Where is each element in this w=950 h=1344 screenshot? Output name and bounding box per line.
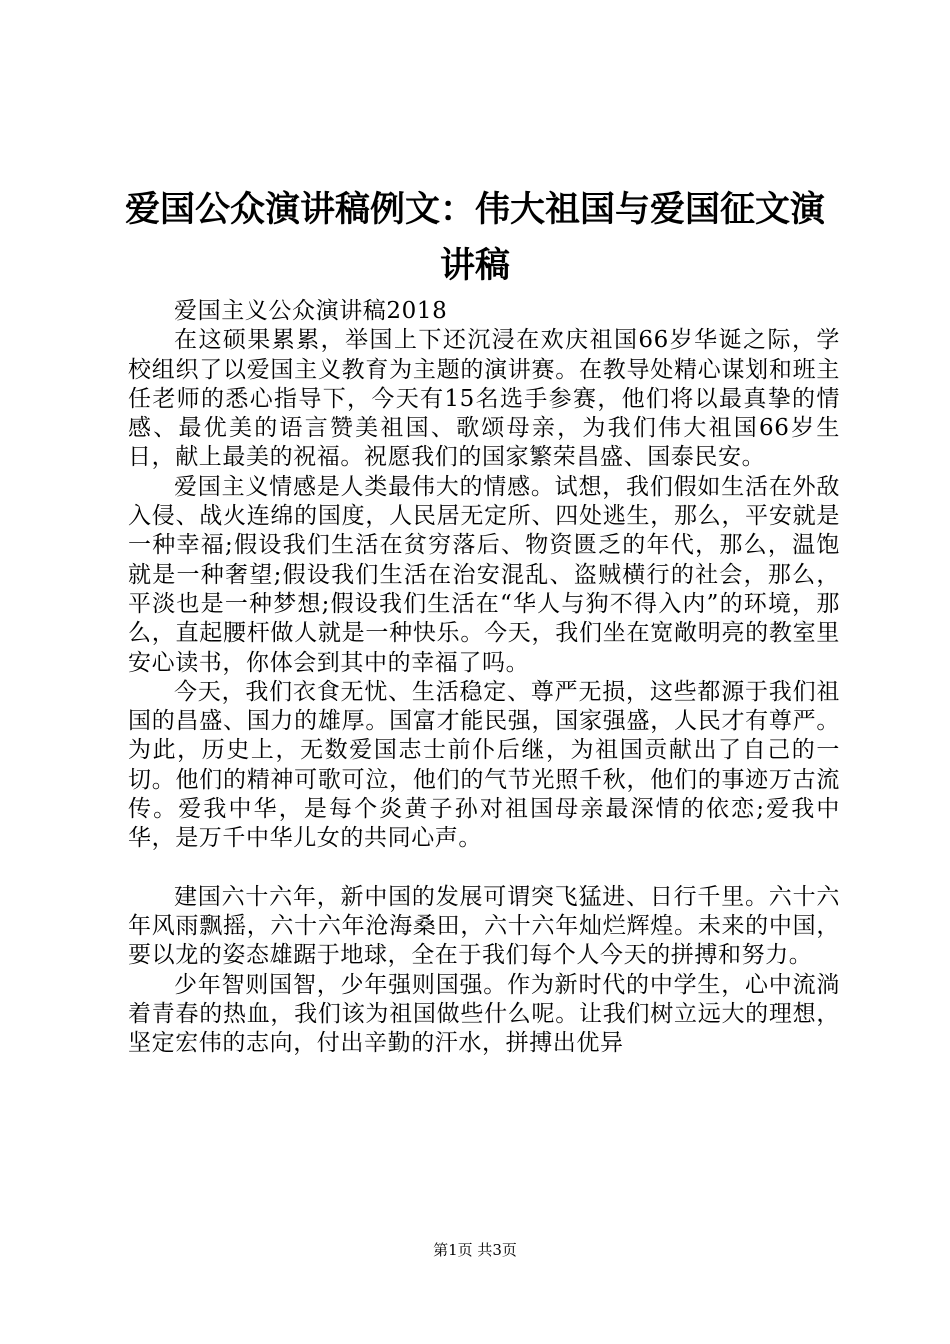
paragraph: 在这硕果累累，举国上下还沉浸在欢庆祖国66岁华诞之际，学校组织了以爱国主义教育为主题的演讲赛。在教导处精心谋划和班主任老师的悉心指导下，今天有15名选手参赛，他们将以最真挚的情感、最优美的语言赞美祖国、歌颂母亲，为我们伟大祖国66岁生日，献上最美的祝福。祝愿我们的国家繁荣昌盛、国泰民安。 <box>128 327 840 471</box>
paragraph: 爱国主义情感是人类最伟大的情感。试想，我们假如生活在外敌入侵、战火连绵的国度，人民居无定所、四处逃生，那么，平安就是一种幸福;假设我们生活在贫穷落后、物资匮乏的年代，那么，温饱就是一种奢望;假设我们生活在治安混乱、盗贼横行的社会，那么，平淡也是一种梦想;假设我们生活在“华人与狗不得入内”的环境，那么，直起腰杆做人就是一种快乐。今天，我们坐在宽敞明亮的教室里安心读书，你体会到其中的幸福了吗。 <box>128 473 840 676</box>
page-number-footer: 第1页 共3页 <box>433 1241 517 1259</box>
paragraph: 建国六十六年，新中国的发展可谓突飞猛进、日行千里。六十六年风雨飘摇，六十六年沧海桑田，六十六年灿烂辉煌。未来的中国，要以龙的姿态雄踞于地球，全在于我们每个人今天的拼搏和努力。 <box>128 883 840 969</box>
document-title: 爱国公众演讲稿例文：伟大祖国与爱国征文演讲稿 <box>124 189 825 286</box>
paragraph: 少年智则国智，少年强则国强。作为新时代的中学生，心中流淌着青春的热血，我们该为祖国做些什么呢。让我们树立远大的理想，坚定宏伟的志向，付出辛勤的汗水，拼搏出优异 <box>128 971 840 1057</box>
document-body <box>128 297 840 1058</box>
paragraph: 今天，我们衣食无忧、生活稳定、尊严无损，这些都源于我们祖国的昌盛、国力的雄厚。国富才能民强，国家强盛，人民才有尊严。为此，历史上，无数爱国志士前仆后继，为祖国贡献出了自己的一切。他们的精神可歌可泣，他们的气节光照千秋，他们的事迹万古流传。爱我中华，是每个炎黄子孙对祖国母亲最深情的依恋;爱我中华，是万千中华儿女的共同心声。 <box>128 678 840 852</box>
paragraph-subtitle: 爱国主义公众演讲稿2018 <box>174 298 448 324</box>
